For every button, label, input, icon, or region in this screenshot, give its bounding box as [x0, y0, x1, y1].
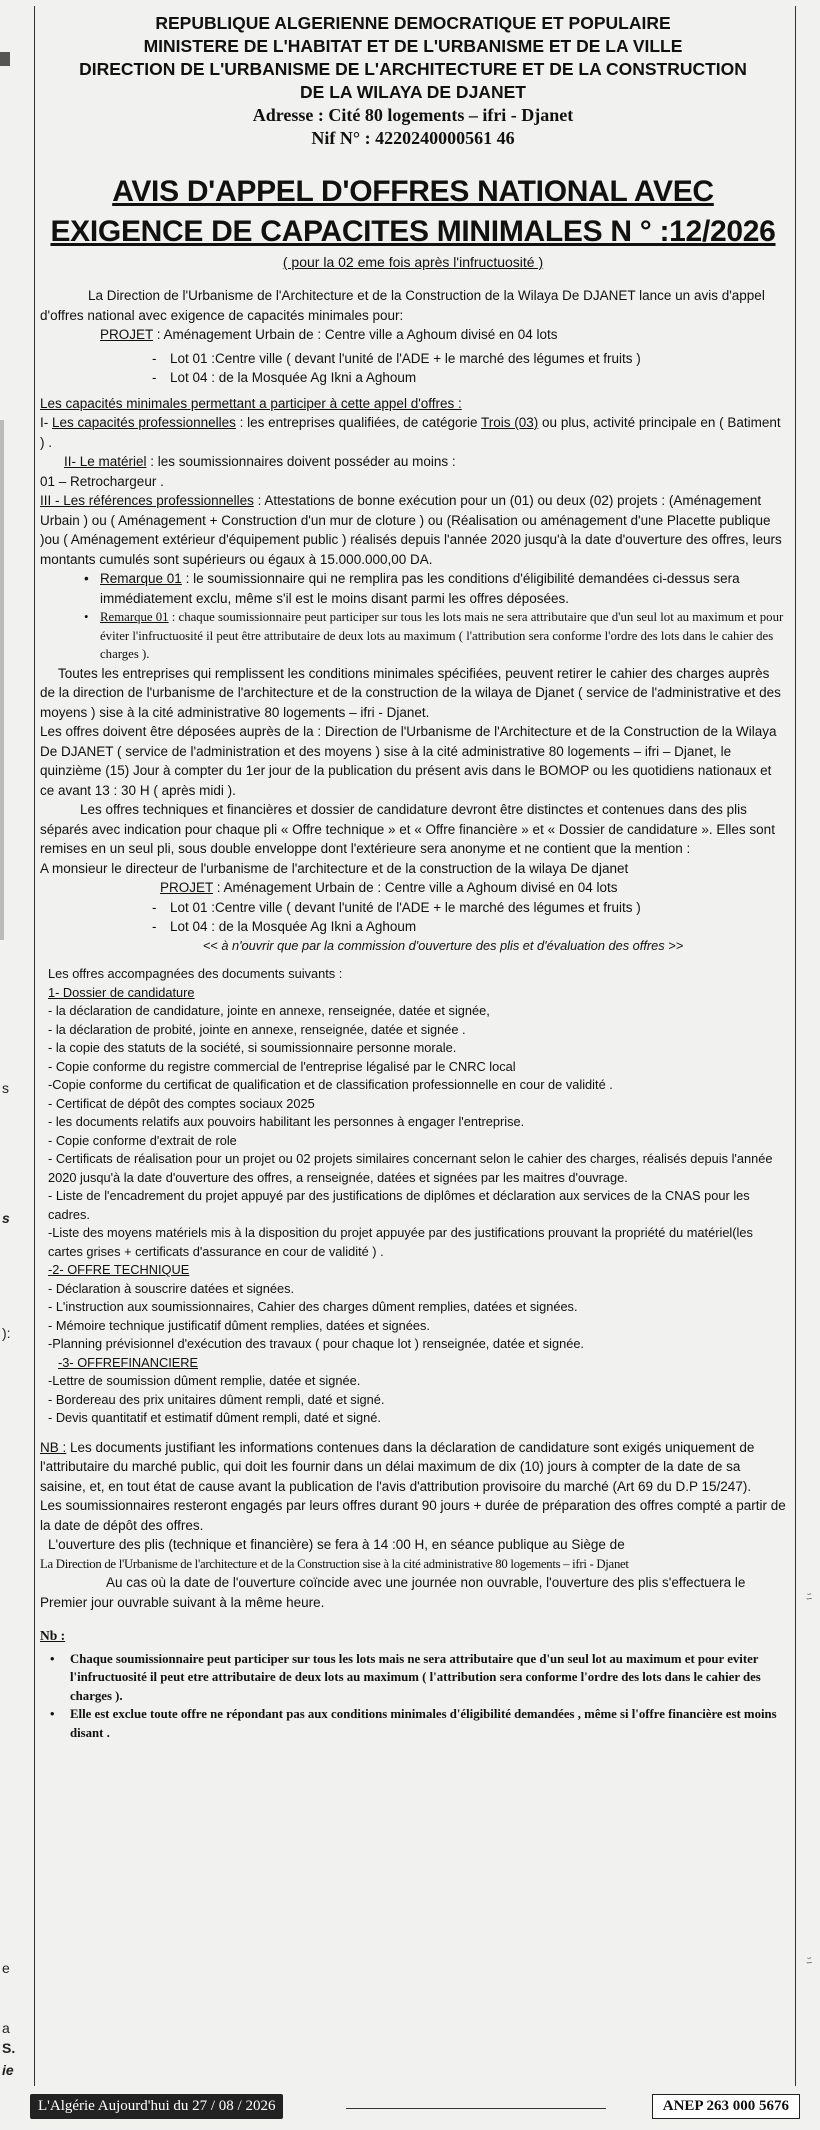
do-not-open-mention: << à n'ouvrir que par la commission d'ouverture des plis et d'évaluation des offres >>	[202, 937, 684, 953]
margin-mark: ﾆ	[806, 1591, 812, 1603]
title-line-2: EXIGENCE DE CAPACITES MINIMALES N ° :12/2026	[50, 215, 776, 248]
gutter-fragment: s	[2, 1210, 10, 1226]
candidature-section	[40, 984, 786, 1428]
financial-offer-item: - Devis quantitatif et estimatif dûment rempli, daté et signé.	[48, 1410, 381, 1425]
capacities-heading: Les capacités minimales permettant a participer à cette appel d'offres :	[40, 395, 462, 411]
material-item: 01 – Retrochargeur .	[40, 473, 164, 489]
project-text: : Aménagement Urbain de : Centre ville a Aghoum divisé en 04 lots	[213, 880, 618, 895]
lot-item: - Lot 04 : de la Mosquée Ag Ikni a Aghoum	[40, 917, 786, 937]
gutter-mark	[0, 52, 10, 66]
candidature-item: -Copie conforme du certificat de qualification et de classification professionnelle en cour de validité .	[48, 1077, 613, 1092]
title-line-1: AVIS D'APPEL D'OFFRES NATIONAL AVEC	[112, 175, 714, 208]
project-line	[40, 325, 786, 345]
deposit-paragraph: Les offres doivent être déposées auprès de la : Direction de l'Urbanisme de l'Architecture et de la Construction de la Wilaya De DJANET ( service de l'administration et des moyens ) sise à la cité administrative 80 logements – ifri – Djanet, le quinzième (15) Jour à compter du 1er jour de la publication du présent avis dans le BOMOP ou les quotidiens nationaux et ce avant 13 : 30 H ( après midi ).	[40, 724, 777, 798]
references-label: III - Les références professionnelles	[40, 493, 254, 508]
notice-subtitle: ( pour la 02 eme fois après l'infructuosité )	[282, 254, 544, 270]
capacity-label: Les capacités professionnelles	[52, 415, 236, 430]
financial-offer-item: - Bordereau des prix unitaires dûment rempli, daté et signé.	[48, 1391, 385, 1407]
header-nif: Nif N° : 4220240000561 46	[311, 128, 515, 148]
candidature-item: - la copie des statuts de la société, si soumissionnaire personne morale.	[48, 1040, 457, 1055]
opening-paragraph: L'ouverture des plis (technique et financière) se fera à 14 :00 H, en séance publique au Siège de	[48, 1537, 625, 1552]
notice-title	[40, 172, 786, 252]
remark-label: Remarque 01	[100, 610, 169, 624]
remark-item	[40, 569, 786, 608]
technical-offer-heading: -2- OFFRE TECHNIQUE	[48, 1262, 190, 1277]
candidature-item: - Copie conforme du registre commercial de l'entreprise légalisé par le CNRC local	[48, 1058, 516, 1074]
validity-paragraph: Les soumissionnaires resteront engagés par leurs offres durant 90 jours + durée de préparation des offres compté a partir de la date de dépôt des offres.	[40, 1498, 786, 1533]
intro-paragraph: La Direction de l'Urbanisme de l'Architecture et de la Construction de la Wilaya De DJANET lance un avis d'appel d'offres national avec exigence de capacités minimales pour:	[40, 288, 765, 323]
project-line	[40, 878, 786, 898]
candidature-item: - la déclaration de candidature, jointe en annexe, renseignée, datée et signée,	[48, 1003, 490, 1018]
capacity-text-2: ou plus, activité principale en ( Batiment ) .	[40, 415, 781, 450]
technical-offer-item: -Planning prévisionnel d'exécution des travaux ( pour chaque lot ) renseignée, datée et signée.	[48, 1336, 584, 1351]
candidature-item: - Certificat de dépôt des comptes sociaux 2025	[48, 1095, 315, 1111]
header-direction: DIRECTION DE L'URBANISME DE L'ARCHITECTURE ET DE LA CONSTRUCTION	[79, 59, 747, 79]
remark-label: Remarque 01	[100, 571, 182, 586]
footer	[30, 2094, 800, 2124]
final-nb-text: Chaque soumissionnaire peut participer sur tous les lots mais ne sera attributaire que d'un seul lot au maximum et pour eviter l'infructuosité il peut etre attributaire de deux lots au maximum ( l'attribution sera conforme l'ordre des lots dans le cahier des charges ).	[70, 1651, 761, 1703]
final-nb-text: Elle est exclue toute offre ne répondant pas aux conditions minimales d'éligibilité demandées , même si l'offre financière est moins disant .	[70, 1707, 777, 1740]
candidature-item: - Copie conforme d'extrait de role	[48, 1132, 237, 1148]
capacity-text: : les entreprises qualifiées, de catégorie	[235, 415, 482, 430]
candidature-item: - Liste de l'encadrement du projet appuyé par des justifications de diplômes et déclaration aux services de la CNAS pour les cadres.	[48, 1188, 750, 1222]
opening-holiday: Au cas où la date de l'ouverture coïncide avec une journée non ouvrable, l'ouverture des plis s'effectuera le Premier jour ouvrable suivant à la même heure.	[40, 1575, 746, 1610]
capacity-prefix: I-	[40, 415, 49, 430]
capacity-category: Trois (03)	[481, 415, 539, 430]
project-label: PROJET	[160, 880, 214, 895]
gutter-fragment: e	[2, 1960, 10, 1976]
tender-notice	[40, 12, 786, 1742]
material-label: II- Le matériel	[64, 454, 147, 469]
withdrawal-paragraph: Toutes les entreprises qui remplissent les conditions minimales spécifiées, peuvent retirer le cahier des charges auprès de la direction de l'urbanisme de l'architecture et de la construction de la wilaya de Djanet ( service de l'administrative et des moyens ) sise à la cité administrative 80 logements – ifri - Djanet.	[40, 665, 781, 720]
newspaper-date: L'Algérie Aujourd'hui du 27 / 08 / 2026	[30, 2094, 283, 2119]
left-gutter	[0, 0, 16, 2130]
gutter-fragment: S.	[2, 2040, 16, 2056]
anep-reference: ANEP 263 000 5676	[652, 2094, 800, 2119]
candidature-item: - Certificats de réalisation pour un projet ou 02 projets similaires concernant selon le cahier des charges, réalisés depuis l'année 2020 jusqu'à la date d'ouverture des offres, a renseignée, datées et signées par les maitres d'ouvrage.	[48, 1151, 773, 1185]
references-text: : Attestations de bonne exécution pour un (01) ou deux (02) projets : (Aménagement Urbain ) ou ( Aménagement + Construction d'un mur de cloture ) ou (Réalisation ou aménagement d'une Placette publique )ou ( Aménagement extérieur d'équipement public ) réalisés depuis l'année 2020 jusqu'à la date d'ouverture des offres, leurs montants cumulés sont supérieurs ou égaux à 15.000.000,00 DA.	[40, 493, 782, 567]
opening-place: La Direction de l'Urbanisme de l'architecture et de la Construction sise à la cité administrative 80 logements – ifri - Djanet	[40, 1556, 629, 1571]
remark-text: : le soumissionnaire qui ne remplira pas les conditions d'éligibilité demandées ci-dessus sera immédiatement exclu, même s'il est le moins disant parmi les offres déposées.	[100, 571, 740, 606]
technical-offer-item: - L'instruction aux soumissionnaires, Cahier des charges dûment remplies, datées et signées.	[48, 1299, 578, 1314]
nb-label: NB :	[40, 1439, 67, 1455]
nb-text: Les documents justifiant les informations contenues dans la déclaration de candidature sont exigés uniquement de l'attributaire du marché public, qui doit les fournir dans un délai maximum de dix (10) jours à compter de la date de sa saisine, et, en tout état de cause avant la publication de l'avis d'attribution provisoire du marché (Art 69 du D.P 15/247).	[40, 1439, 755, 1494]
header-ministry: MINISTERE DE L'HABITAT ET DE L'URBANISME ET DE LA VILLE	[143, 36, 683, 56]
gutter-fragment: ie	[2, 2062, 14, 2078]
header-address: Adresse : Cité 80 logements – ifri - Djanet	[252, 105, 574, 125]
gutter-fragment: s	[2, 1080, 9, 1096]
candidature-item: - les documents relatifs aux pouvoirs habilitant les personnes à engager l'entreprise.	[48, 1114, 525, 1129]
gutter-fragment: a	[2, 2020, 10, 2036]
technical-offer-item: - Mémoire technique justificatif dûment remplies, datées et signées.	[48, 1317, 430, 1333]
final-nb-item	[40, 1650, 786, 1706]
footer-rule	[346, 2108, 606, 2109]
financial-offer-item: -Lettre de soumission dûment remplie, datée et signée.	[48, 1373, 361, 1388]
lot-item: - Lot 01 :Centre ville ( devant l'unité de l'ADE + le marché des légumes et fruits )	[40, 898, 786, 918]
project-text: : Aménagement Urbain de : Centre ville a Aghoum divisé en 04 lots	[153, 327, 558, 342]
project-label: PROJET	[100, 327, 154, 342]
material-text: : les soumissionnaires doivent posséder au moins :	[146, 454, 456, 469]
lot-item: - Lot 01 :Centre ville ( devant l'unité de l'ADE + le marché des légumes et fruits )	[40, 349, 786, 369]
margin-mark: ﾆ	[806, 1955, 812, 1967]
capacity-references	[40, 491, 786, 569]
capacity-material	[40, 452, 786, 472]
remark-item	[40, 608, 786, 664]
envelopes-paragraph: Les offres techniques et financières et dossier de candidature devront être distinctes et contenues dans des plis séparés avec indication pour chaque pli « Offre technique » et « Offre financière » et « Dossier de candidature ». Elles sont remises en un seul pli, sous double enveloppe dont l'extérieure sera anonyme et ne contient que la mention :	[40, 802, 775, 856]
capacity-professional	[40, 413, 786, 452]
candidature-item: - la déclaration de probité, jointe en annexe, renseignée, datée et signée .	[48, 1021, 466, 1037]
header-wilaya: DE LA WILAYA DE DJANET	[300, 82, 526, 102]
candidature-heading: 1- Dossier de candidature	[48, 984, 195, 1000]
header-republic: REPUBLIQUE ALGERIENNE DEMOCRATIQUE ET POPULAIRE	[155, 13, 671, 33]
remark-text: : chaque soumissionnaire peut participer sur tous les lots mais ne sera attributaire que d'un seul lot au maximum et pour éviter l'infructuosité il peut être attributaire de deux lots au maximum ( l'attribution sera conforme l'ordre des lots dans le cahier des charges ).	[100, 610, 784, 661]
envelope-address: A monsieur le directeur de l'urbanisme de l'architecture et de la construction de la wilaya De djanet	[40, 860, 629, 876]
technical-offer-item: - Déclaration à souscrire datées et signées.	[48, 1280, 295, 1296]
nb-paragraph	[40, 1438, 786, 1497]
final-nb-item	[40, 1705, 786, 1742]
gutter-bar	[0, 420, 4, 940]
documents-intro: Les offres accompagnées des documents suivants :	[48, 966, 343, 981]
financial-offer-heading: -3- OFFREFINANCIERE	[58, 1354, 199, 1370]
lot-item: - Lot 04 : de la Mosquée Ag Ikni a Aghoum	[40, 368, 786, 388]
gutter-fragment: ):	[2, 1325, 11, 1341]
candidature-item: -Liste des moyens matériels mis à la disposition du projet appuyée par des justifications prouvant la propriété du matériel(les cartes grises + certificats d'assurance en cour de validité ) .	[48, 1225, 753, 1259]
final-nb-label: Nb :	[40, 1628, 66, 1643]
